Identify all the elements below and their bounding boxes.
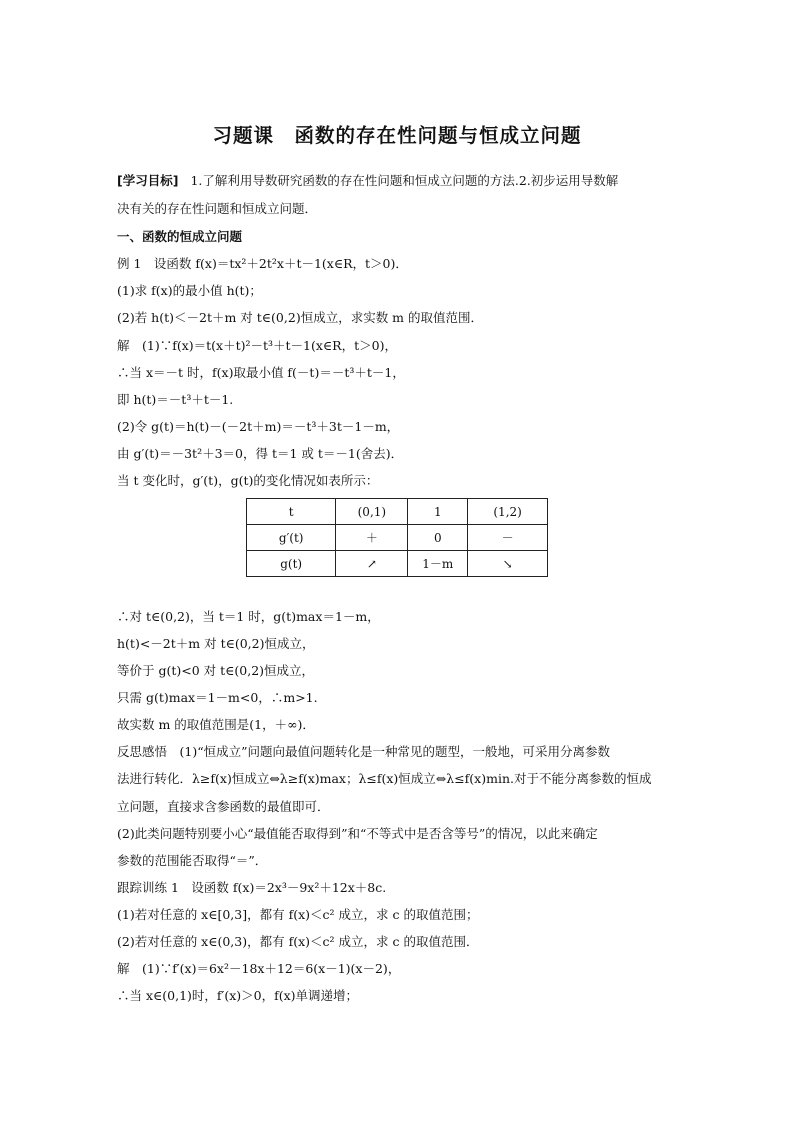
learning-objective-line-1 — [117, 172, 618, 190]
example-statement: 例 1 设函数 f(x)＝tx²＋2t²x＋t－1(x∈R，t＞0)． — [117, 256, 408, 271]
conclusion-line-4: 只需 g(t)max＝1－m<0，∴m>1. — [117, 690, 318, 705]
reflection-line-4: (2)此类问题特别要小心“最值能否取得到”和“不等式中是否含等号”的情况，以此来确定 — [117, 826, 598, 841]
training-question-2: (2)若对任意的 x∈(0,3)，都有 f(x)＜c² 成立，求 c 的取值范围． — [117, 934, 479, 949]
training-statement: 跟踪训练 1 设函数 f(x)＝2x³－9x²＋12x＋8c. — [117, 880, 387, 895]
conclusion-line-1: ∴对 t∈(0,2)，当 t＝1 时，g(t)max＝1－m， — [117, 609, 380, 624]
conclusion-line-3: 等价于 g(t)<0 对 t∈(0,2)恒成立， — [117, 663, 315, 678]
reflection-line-2: 法进行转化．λ≥f(x)恒成立⇔λ≥f(x)max；λ≤f(x)恒成立⇔λ≤f(x)min.对于不能分离参数的恒成 — [117, 771, 652, 786]
variation-table — [246, 498, 548, 577]
training-solution-line-2: ∴当 x∈(0,1)时，f′(x)＞0，f(x)单调递增； — [117, 988, 359, 1003]
example-question-1: (1)求 f(x)的最小值 h(t)； — [117, 283, 262, 298]
table-cell: － — [468, 525, 548, 551]
solution-line-4: (2)令 g(t)＝h(t)－(－2t＋m)＝－t³＋3t－1－m， — [117, 419, 400, 434]
reflection-line-5: 参数的范围能否取得“＝”． — [117, 853, 268, 868]
objective-text-1: 1.了解利用导数研究函数的存在性问题和恒成立问题的方法.2.初步运用导数解 — [190, 173, 619, 188]
table-row — [247, 551, 548, 577]
learning-objective-line-2: 决有关的存在性问题和恒成立问题． — [117, 201, 318, 216]
table-row — [247, 525, 548, 551]
table-cell: g(t) — [247, 551, 336, 577]
table-row — [247, 499, 548, 525]
table-cell: ＋ — [336, 525, 408, 551]
section-heading: 一、函数的恒成立问题 — [117, 229, 243, 244]
table-cell: 0 — [408, 525, 468, 551]
table-cell: ↗ — [336, 551, 408, 577]
conclusion-line-2: h(t)<－2t＋m 对 t∈(0,2)恒成立， — [117, 636, 315, 651]
training-question-1: (1)若对任意的 x∈[0,3]，都有 f(x)＜c² 成立，求 c 的取值范围； — [117, 907, 479, 922]
conclusion-line-5: 故实数 m 的取值范围是(1，＋∞)． — [117, 717, 315, 732]
solution-line-1: 解 (1)∵f(x)＝t(x＋t)²－t³＋t－1(x∈R，t＞0)， — [117, 338, 397, 353]
example-question-2: (2)若 h(t)＜－2t＋m 对 t∈(0,2)恒成立，求实数 m 的取值范围． — [117, 310, 483, 325]
objective-label: [学习目标] — [117, 173, 179, 188]
table-cell: (0,1) — [336, 499, 408, 525]
solution-line-6: 当 t 变化时，g′(t)，g(t)的变化情况如表所示： — [117, 473, 379, 488]
page-title: 习题课 函数的存在性问题与恒成立问题 — [212, 124, 582, 147]
table-cell: g′(t) — [247, 525, 336, 551]
solution-line-5: 由 g′(t)＝－3t²＋3＝0，得 t＝1 或 t＝－1(舍去)． — [117, 446, 404, 461]
table-cell: t — [247, 499, 336, 525]
table-cell: ↘ — [468, 551, 548, 577]
table-cell: 1 — [408, 499, 468, 525]
table-cell: 1－m — [408, 551, 468, 577]
training-solution-line-1: 解 (1)∵f′(x)＝6x²－18x＋12＝6(x－1)(x－2)， — [117, 961, 401, 976]
reflection-line-3: 立问题，直接求含参函数的最值即可． — [117, 799, 330, 814]
table-cell: (1,2) — [468, 499, 548, 525]
reflection-line-1: 反思感悟 (1)“恒成立”问题向最值问题转化是一种常见的题型，一般地，可采用分离参数 — [117, 744, 610, 759]
solution-line-3: 即 h(t)＝－t³＋t－1. — [117, 392, 234, 407]
solution-line-2: ∴当 x＝－t 时，f(x)取最小值 f(－t)＝－t³＋t－1， — [117, 365, 405, 380]
